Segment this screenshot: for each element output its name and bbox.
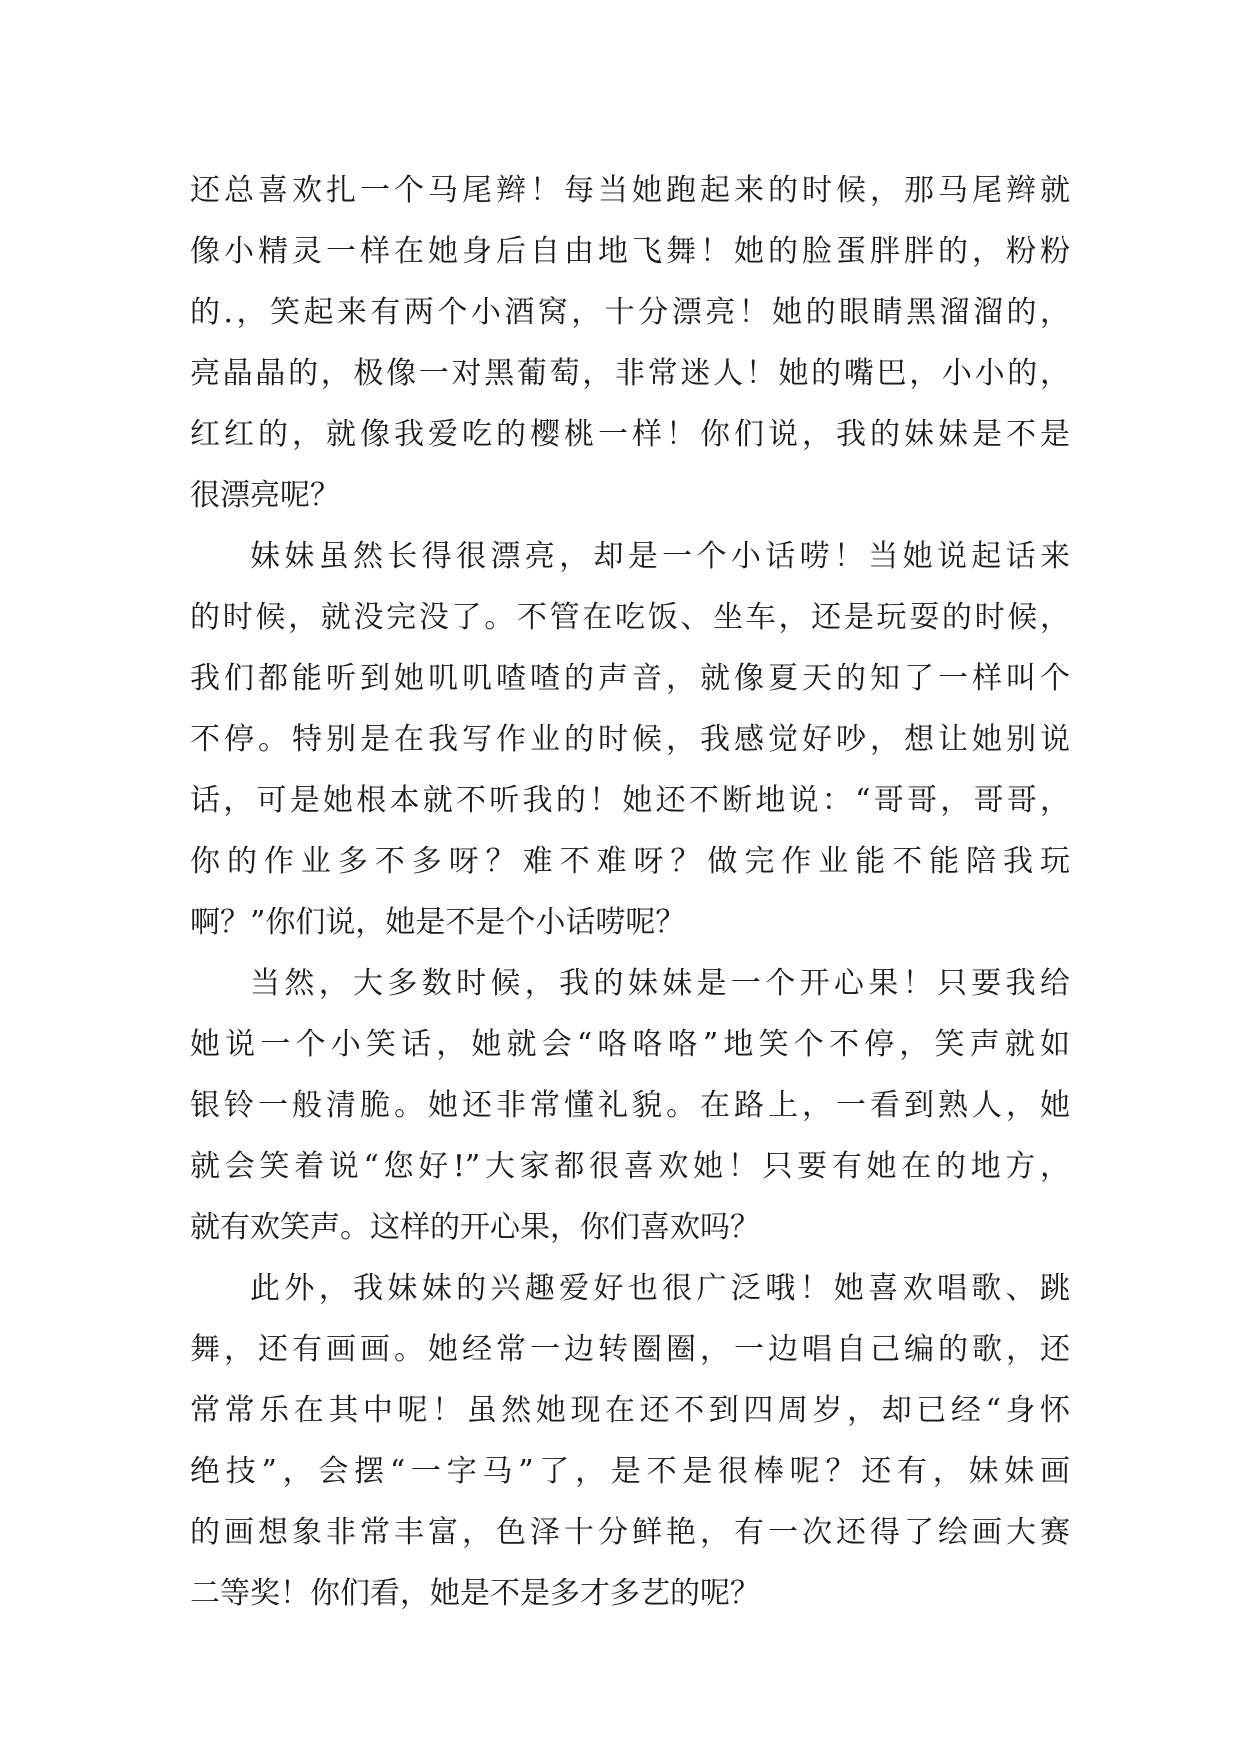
text-line: 就会笑着说“您好!”大家都很喜欢她！只要有她在的地方， (190, 1149, 1070, 1184)
text-line: 像小精灵一样在她身后自由地飞舞！她的脸蛋胖胖的，粉粉 (190, 234, 1070, 269)
text-line: 你的作业多不多呀？难不难呀？做完作业能不能陪我玩 (190, 844, 1070, 879)
text-line: 我们都能听到她叽叽喳喳的声音，就像夏天的知了一样叫个 (190, 661, 1070, 696)
text-line: 就有欢笑声。这样的开心果，你们喜欢吗？ (190, 1210, 760, 1245)
text-line: 还总喜欢扎一个马尾辫！每当她跑起来的时候，那马尾辫就 (190, 173, 1070, 208)
text-line: 亮晶晶的，极像一对黑葡萄，非常迷人！她的嘴巴，小小的， (190, 356, 1070, 391)
text-line: 的时候，就没完没了。不管在吃饭、坐车，还是玩耍的时候， (190, 600, 1070, 635)
text-line: 啊？”你们说，她是不是个小话唠呢？ (190, 905, 686, 940)
text-line: 舞，还有画画。她经常一边转圈圈，一边唱自己编的歌，还 (190, 1332, 1070, 1367)
paragraph-first-line: 此外，我妹妹的兴趣爱好也很广泛哦！她喜欢唱歌、跳 (250, 1271, 1070, 1306)
essay-body (190, 160, 1070, 1624)
paragraph-first-line: 当然，大多数时候，我的妹妹是一个开心果！只要我给 (250, 966, 1070, 1001)
text-line: 她说一个小笑话，她就会“咯咯咯”地笑个不停，笑声就如 (190, 1027, 1070, 1062)
paragraph-first-line: 妹妹虽然长得很漂亮，却是一个小话唠！当她说起话来 (250, 539, 1070, 574)
text-line: 很漂亮呢？ (190, 478, 340, 513)
text-line: 的.，笑起来有两个小酒窝，十分漂亮！她的眼睛黑溜溜的， (190, 295, 1070, 330)
text-line: 常常乐在其中呢！虽然她现在还不到四周岁，却已经“身怀 (190, 1393, 1070, 1428)
text-line: 话，可是她根本就不听我的！她还不断地说：“哥哥，哥哥， (190, 783, 1070, 818)
text-line: 银铃一般清脆。她还非常懂礼貌。在路上，一看到熟人，她 (190, 1088, 1070, 1123)
text-line: 的画想象非常丰富，色泽十分鲜艳，有一次还得了绘画大赛 (190, 1515, 1070, 1550)
text-line: 二等奖！你们看，她是不是多才多艺的呢？ (190, 1576, 760, 1611)
text-line: 绝技”，会摆“一字马”了，是不是很棒呢？还有，妹妹画 (190, 1454, 1070, 1489)
text-line: 不停。特别是在我写作业的时候，我感觉好吵，想让她别说 (190, 722, 1070, 757)
text-line: 红红的，就像我爱吃的樱桃一样！你们说，我的妹妹是不是 (190, 417, 1070, 452)
